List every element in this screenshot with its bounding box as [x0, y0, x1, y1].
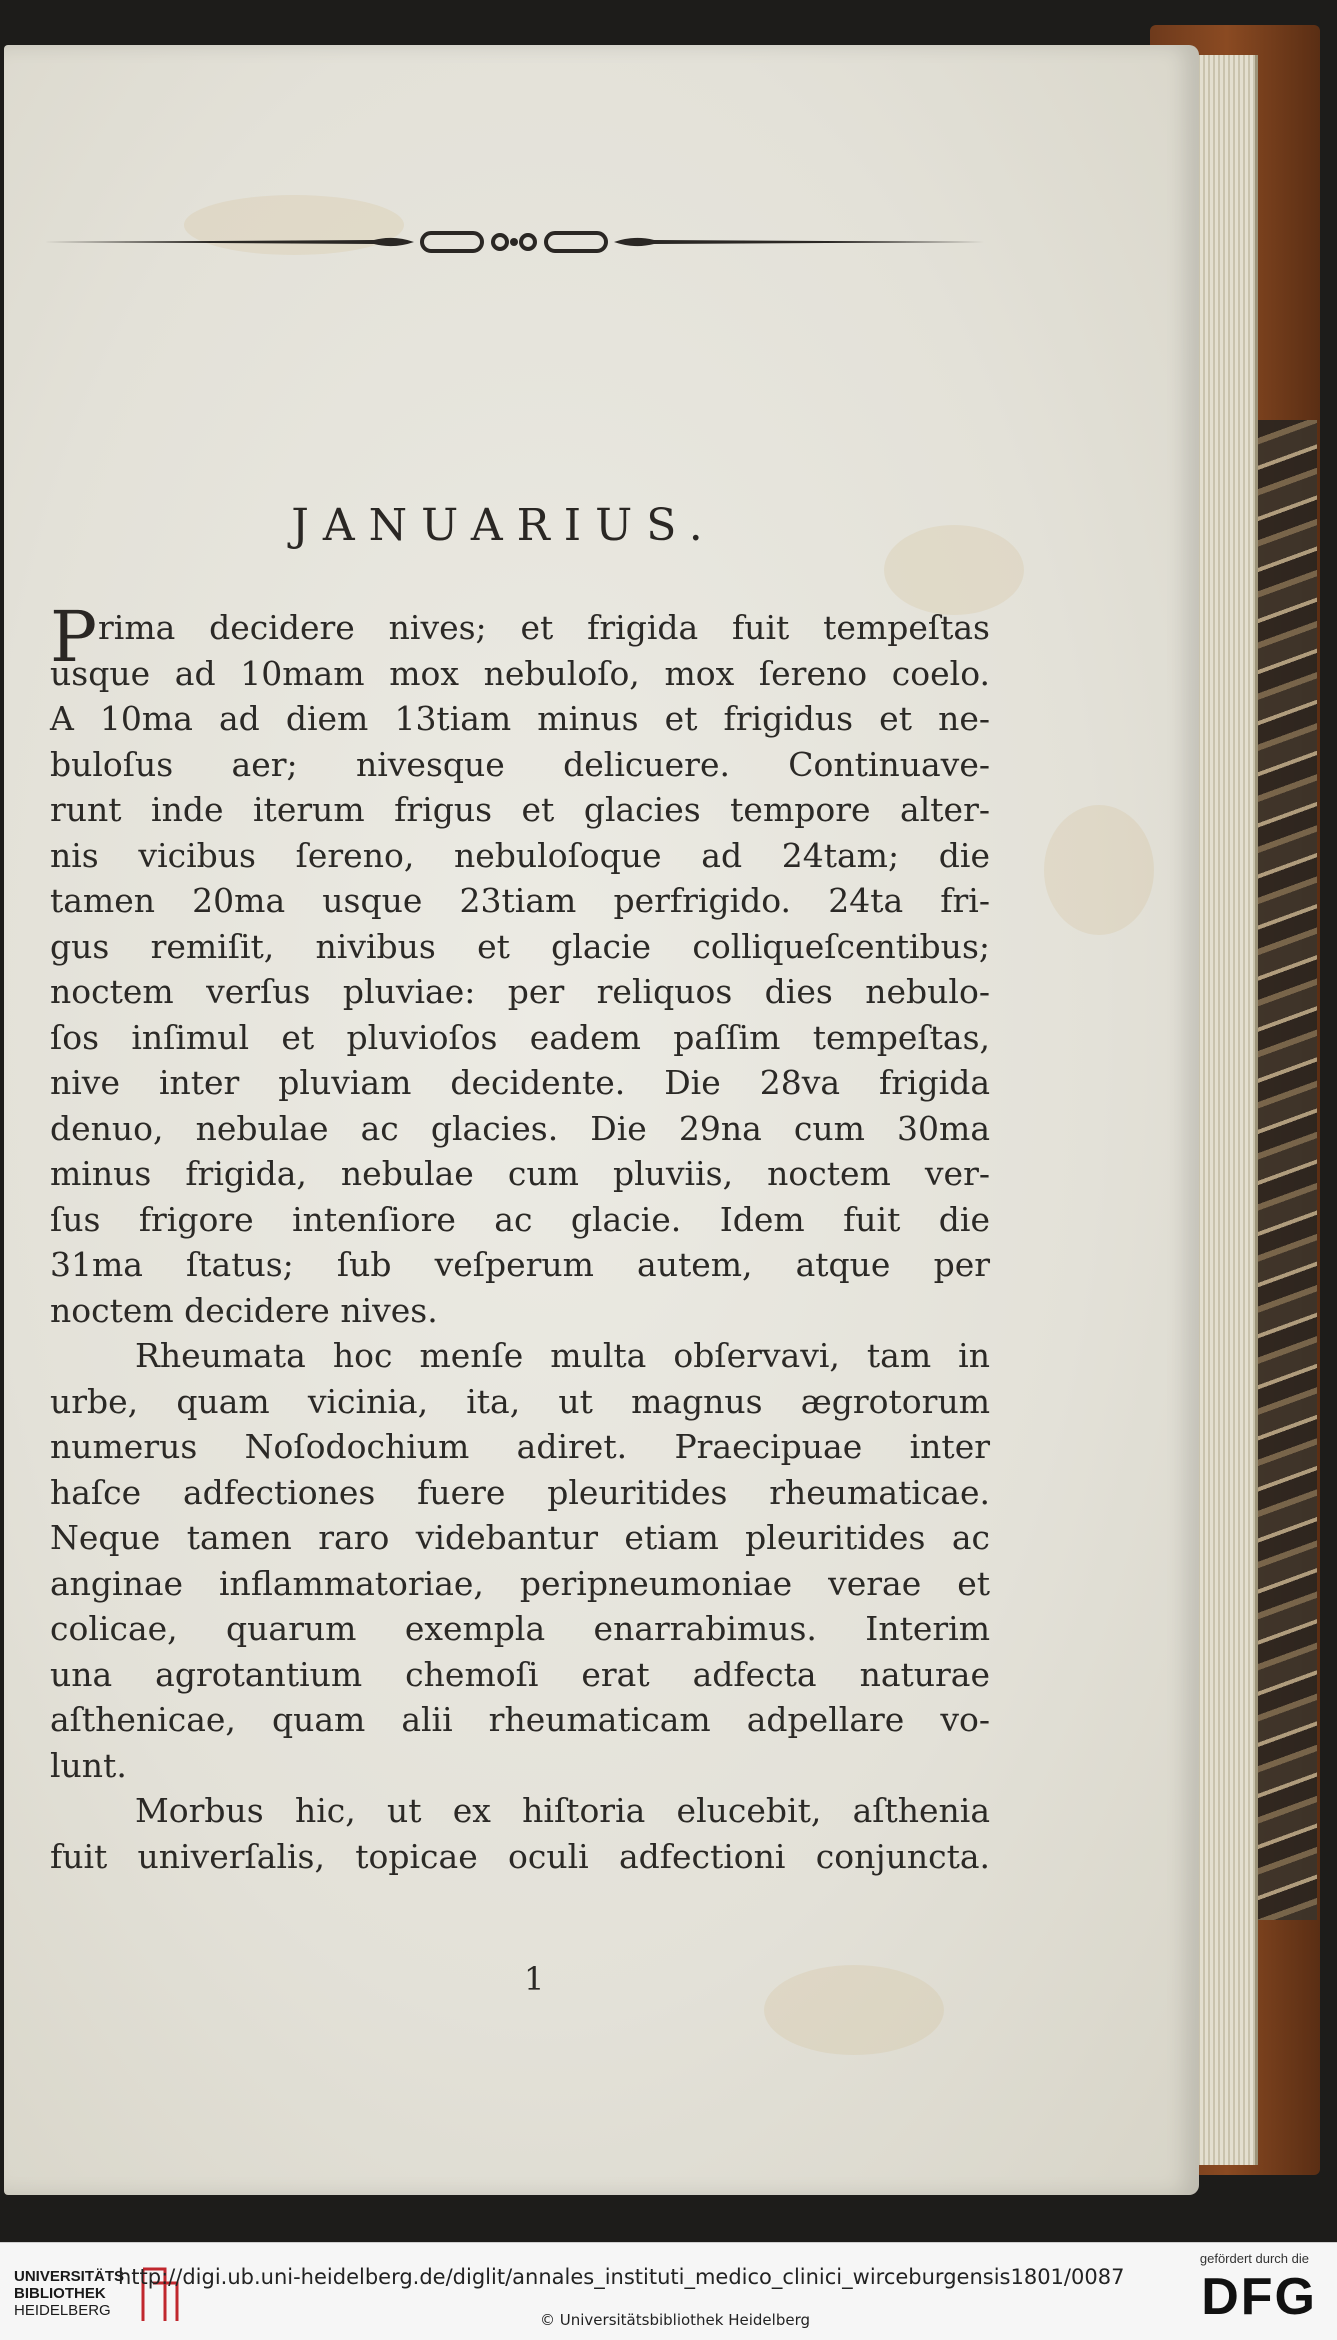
text-line: rima decidere nives; et frigida fuit tempeſtas	[98, 608, 990, 647]
text-line: nive inter pluviam decidente. Die 28va frigida	[50, 1063, 990, 1102]
decorative-rule-ornament	[44, 227, 984, 257]
text-line: urbe, quam vicinia, ita, ut magnus ægrotorum	[50, 1381, 990, 1421]
text-line: una agrotantium chemoſi erat adfecta naturae	[50, 1654, 990, 1694]
drop-cap: P	[50, 596, 98, 678]
text-line: noctem decidere nives.	[50, 1290, 438, 1330]
copyright-notice: © Universitätsbibliothek Heidelberg	[540, 2311, 811, 2329]
funding-label: gefördert durch die	[1199, 2251, 1309, 2266]
logo-line: HEIDELBERG	[14, 2302, 111, 2319]
text-line: runt inde iterum frigus et glacies tempore alter-	[50, 790, 990, 829]
text-line: buloſus aer; nivesque delicuere. Continuave-	[50, 744, 990, 784]
logo-line: BIBLIOTHEK	[14, 2285, 106, 2302]
text-line: numerus Noſodochium adiret. Praecipuae inter	[50, 1427, 990, 1466]
text-line: usque ad 10mam mox nebuloſo, mox ſereno coelo.	[50, 653, 990, 693]
text-line: anginae inflammatoriae, peripneumoniae verae et	[50, 1563, 990, 1603]
text-line: gus remiſit, nivibus et glacie colliqueſcentibus;	[50, 926, 990, 966]
text-line: tamen 20ma usque 23tiam perfrigido. 24ta fri-	[50, 881, 990, 920]
text-line: lunt.	[50, 1745, 127, 1785]
book-page	[4, 45, 1199, 2195]
text-line: ſus frigore intenſiore ac glacie. Idem fuit die	[50, 1199, 990, 1239]
text-line: 31ma ſtatus; ſub veſperum autem, atque per	[50, 1245, 990, 1284]
university-library-logo	[14, 2268, 124, 2319]
text-line: Rheumata hoc menſe multa obſervavi, tam in	[135, 1336, 990, 1375]
permalink-url[interactable]: http://digi.ub.uni-heidelberg.de/diglit/annales_instituti_medico_clinici_wirceburgensis1801/0087	[118, 2265, 1125, 2289]
body-text	[50, 596, 990, 1879]
text-line: fuit univerſalis, topicae oculi adfectioni conjuncta.	[50, 1836, 990, 1876]
text-line: denuo, nebulae ac glacies. Die 29na cum 30ma	[50, 1108, 990, 1148]
text-line: Morbus hic, ut ex hiſtoria elucebit, aſthenia	[135, 1791, 990, 1830]
viewer-footer	[0, 2242, 1337, 2340]
page-heading: JANUARIUS.	[291, 500, 717, 551]
text-line: aſthenicae, quam alii rheumaticam adpellare vo-	[50, 1700, 990, 1739]
page-number: 1	[524, 1960, 545, 1998]
text-line: colicae, quarum exempla enarrabimus. Interim	[50, 1609, 990, 1648]
text-line: noctem verſus pluviae: per reliquos dies nebulo-	[50, 972, 990, 1011]
text-line: nis vicibus ſereno, nebuloſoque ad 24tam; die	[50, 835, 990, 875]
paper-stain	[1044, 805, 1154, 935]
text-line: minus frigida, nebulae cum pluviis, noctem ver-	[50, 1154, 990, 1193]
text-line: ſos inſimul et pluvioſos eadem paſſim tempeſtas,	[50, 1017, 990, 1057]
text-line: A 10ma ad diem 13tiam minus et frigidus et ne-	[50, 699, 990, 738]
marbled-edge	[1255, 420, 1317, 1920]
paper-stain	[764, 1965, 944, 2055]
dfg-logo: DFG	[1201, 2268, 1317, 2326]
logo-line: UNIVERSITÄTS	[14, 2268, 125, 2285]
text-line: haſce adfectiones fuere pleuritides rheumaticae.	[50, 1472, 990, 1512]
text-line: Neque tamen raro videbantur etiam pleuritides ac	[50, 1518, 990, 1557]
